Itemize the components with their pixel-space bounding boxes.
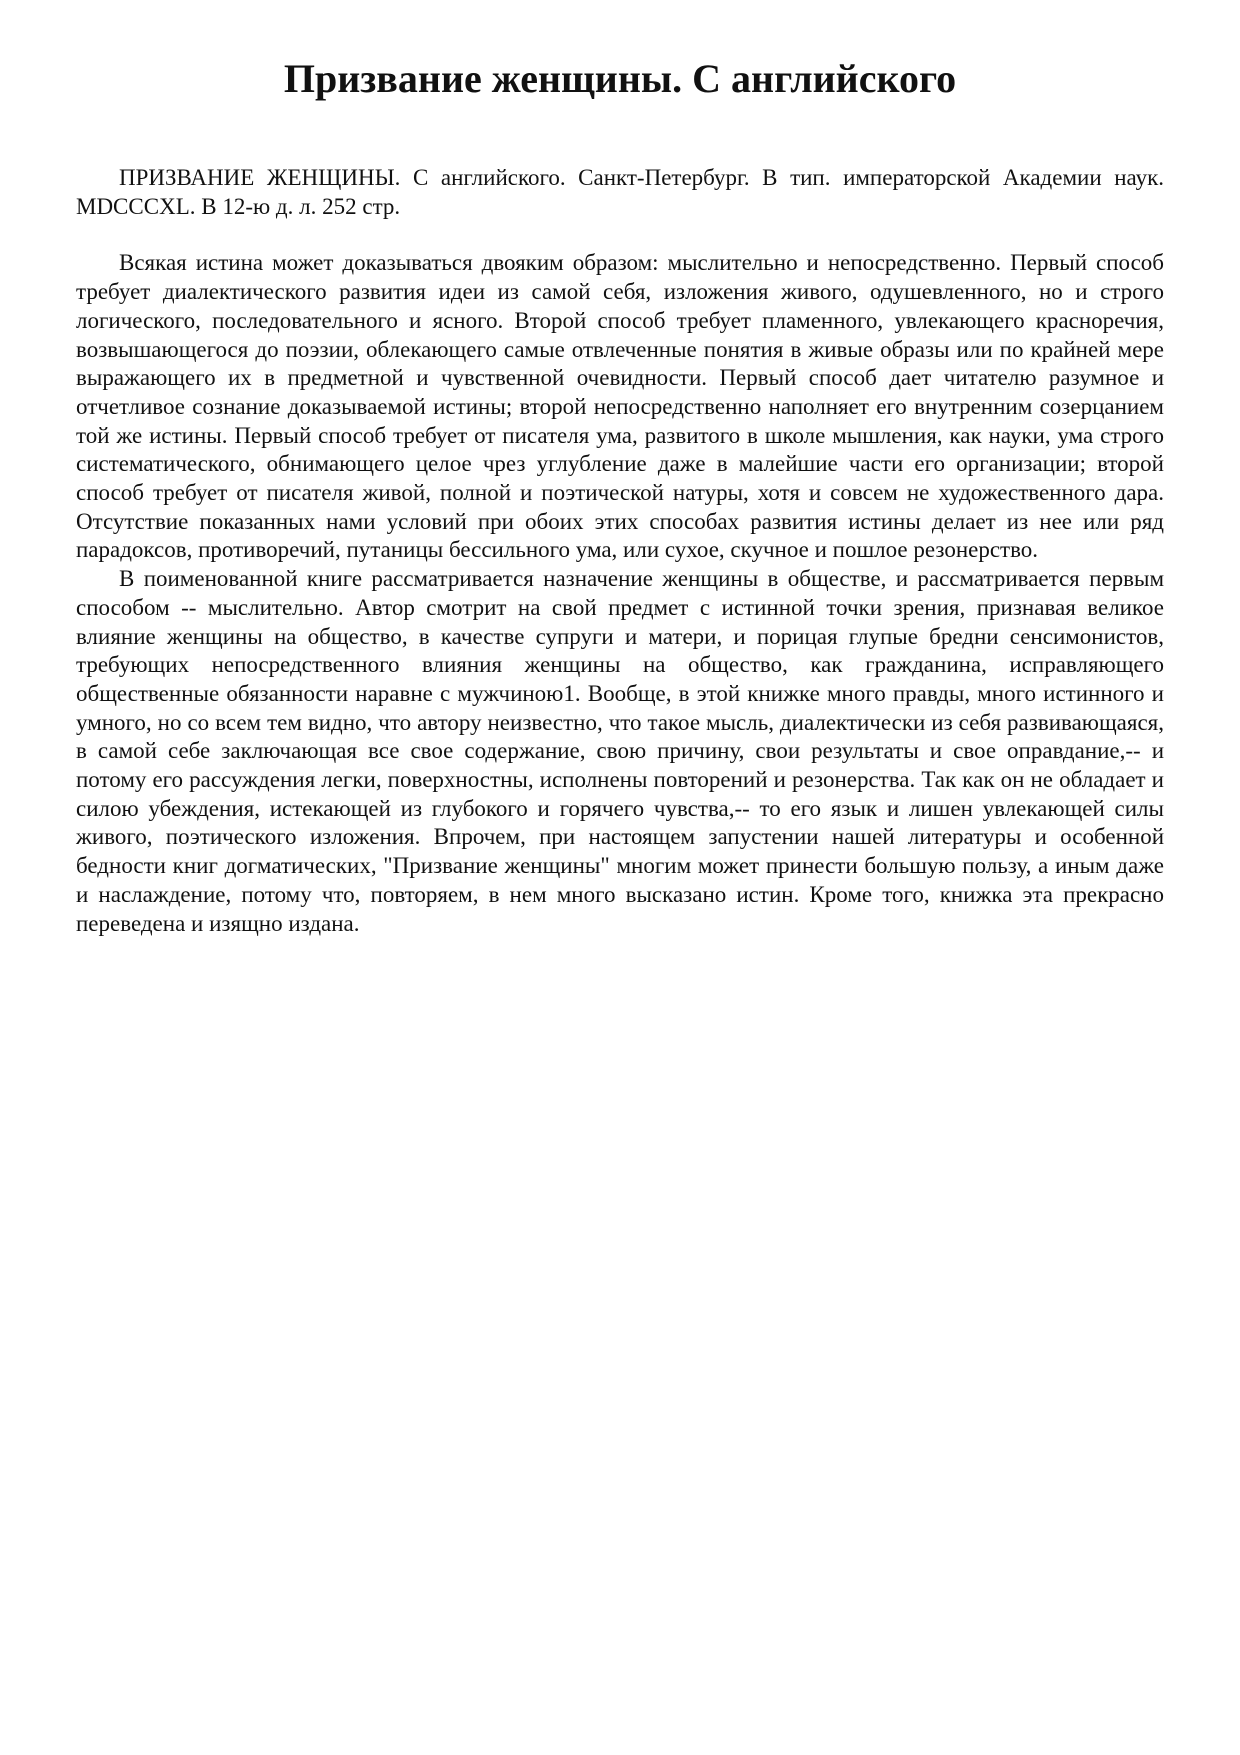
body-paragraph-1: Всякая истина может доказываться двояким образом: мыслительно и непосредственно. Первый способ требует диалектического развития идеи из самой себя, изложения живого, одушевленного, но и строго логического, последовательного и ясного. Второй способ требует пламенного, увлекающего красноречия, возвышающегося до поэзии, облекающего самые отвлеченные понятия в живые образы или по крайней мере выражающего их в предметной и чувственной очевидности. Первый способ дает читателю разумное и отчетливое сознание доказываемой истины; второй непосредственно наполняет его внутренним созерцанием той же истины. Первый способ требует от писателя ума, развитого в школе мышления, как науки, ума строго систематического, обнимающего целое чрез углубление даже в малейшие части его организации; второй способ требует от писателя живой, полной и поэтической натуры, хотя и совсем не художественного дара. Отсутствие показанных нами условий при обоих этих способах развития истины делает из нее или ряд парадоксов, противоречий, путаницы бессильного ума, или сухое, скучное и пошлое резонерство. [76,250,1164,563]
document-body [76,164,1164,938]
bibliographic-paragraph: ПРИЗВАНИЕ ЖЕНЩИНЫ. С английского. Санкт-Петербург. В тип. императорской Академии наук. MDCCCXL. В 12-ю д. л. 252 стр. [76,165,1164,219]
page-title: Призвание женщины. С английского [283,56,957,101]
body-paragraph-2: В поименованной книге рассматривается назначение женщины в обществе, и рассматривается первым способом -- мыслительно. Автор смотрит на свой предмет с истинной точки зрения, признавая великое влияние женщины на общество, в качестве супруги и матери, и порицая глупые бредни сенсимонистов, требующих непосредственного влияния женщины на общество, как гражданина, исправляющего общественные обязанности наравне с мужчиною1. Вообще, в этой книжке много правды, много истинного и умного, но со всем тем видно, что автору неизвестно, что такое мысль, диалектически из себя развивающаяся, в самой себе заключающая все свое содержание, свою причину, свои результаты и свое оправдание,-- и потому его рассуждения легки, поверхностны, исполнены повторений и резонерства. Так как он не обладает и силою убеждения, истекающей из глубокого и горячего чувства,-- то его язык и лишен увлекающей силы живого, поэтического изложения. Впрочем, при настоящем запустении нашей литературы и особенной бедности книг догматических, "Призвание женщины" многим может принести большую пользу, а иным даже и наслаждение, потому что, повторяем, в нем много высказано истин. Кроме того, книжка эта прекрасно переведена и изящно издана. [76,566,1164,936]
